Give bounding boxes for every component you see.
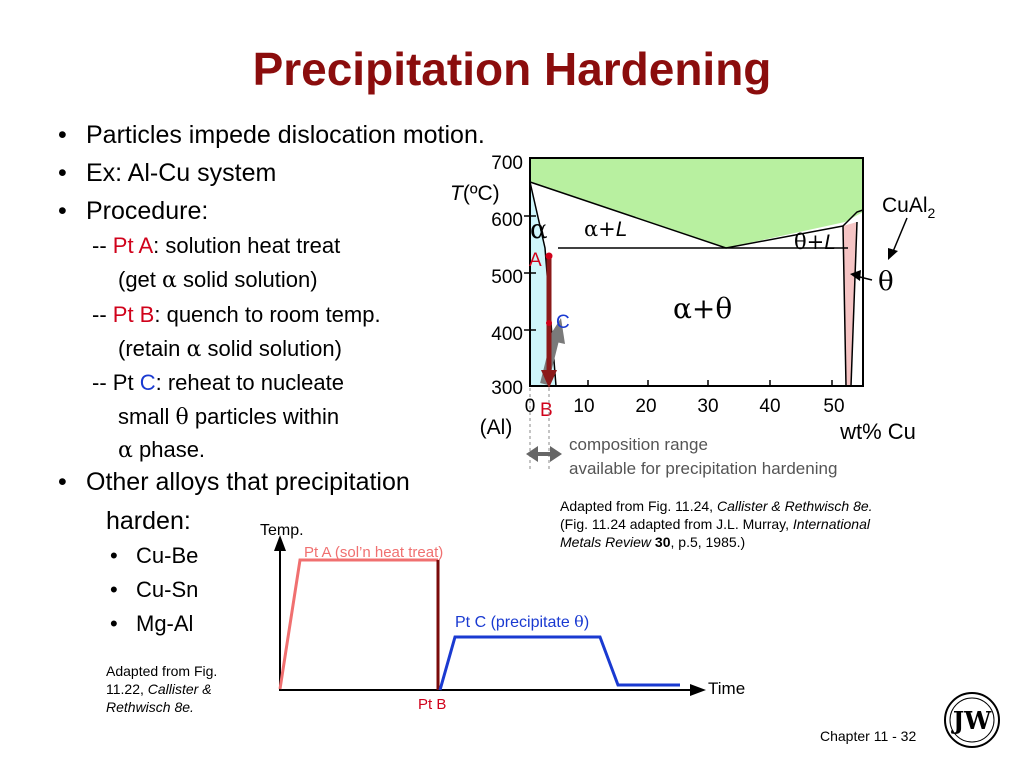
x-tick-label: 10	[573, 396, 595, 417]
pt-c-segment	[440, 637, 680, 690]
region-alpha: α	[530, 215, 548, 245]
point-c-label: C	[556, 312, 570, 333]
bullet-example: • Ex: Al-Cu system	[58, 159, 277, 187]
pt-c-label: Pt C (precipitate θ)	[455, 612, 590, 631]
point-a-label: A	[529, 250, 542, 271]
range-arrow-left-head	[526, 446, 538, 462]
figure-caption-left: Adapted from Fig. 11.22, Callister & Rethwisch 8e.	[106, 663, 218, 715]
compound-arrow-head	[888, 248, 898, 260]
bullet-other-alloys-cont: harden:	[106, 507, 191, 535]
figure-caption-right: Adapted from Fig. 11.24, Callister & Rethwisch 8e. (Fig. 11.24 adapted from J.L. Murray, International Metals Review 30, p.5, 1985.)	[560, 498, 873, 550]
x-tick-label: 0	[524, 396, 536, 417]
step-pt-b-detail: (retain α solid solution)	[118, 336, 342, 362]
y-tick-label: 700	[491, 153, 523, 174]
pt-a-segment	[280, 560, 438, 689]
x-tick-label: 40	[759, 396, 781, 417]
point-b-label: B	[540, 400, 553, 421]
slide-footer: Chapter 11 - 32	[820, 728, 917, 744]
step-pt-c: -- Pt C: reheat to nucleate	[92, 370, 344, 395]
slide-title: Precipitation Hardening	[252, 43, 772, 95]
x-tick-label: 20	[635, 396, 657, 417]
region-theta: θ	[878, 267, 894, 297]
compound-label: CuAl$_2$	[882, 194, 936, 221]
pt-b-label: Pt B	[418, 696, 447, 713]
temp-axis-label: Temp.	[260, 522, 304, 539]
step-pt-b: -- Pt B: quench to room temp.	[92, 302, 381, 327]
time-axis-head	[690, 684, 706, 696]
region-theta-liquid: θ+L	[794, 230, 836, 254]
y-axis-title: T(ºC)	[450, 182, 500, 205]
time-axis-label: Time	[708, 679, 746, 698]
bullet-particles: • Particles impede dislocation motion.	[58, 121, 485, 149]
phase-diagram	[420, 148, 980, 488]
y-tick-label: 500	[491, 267, 523, 288]
x-origin-note: (Al)	[479, 416, 513, 439]
publisher-logo	[942, 690, 1002, 750]
alloy-item: • Mg-Al	[110, 611, 194, 636]
point-c-marker	[546, 320, 552, 326]
x-axis-title: wt% Cu	[840, 419, 916, 444]
x-tick-label: 50	[823, 396, 845, 417]
y-tick-label: 400	[491, 324, 523, 345]
y-tick-label: 300	[491, 378, 523, 399]
range-note-2: available for precipitation hardening	[569, 459, 838, 478]
x-tick-label: 30	[697, 396, 719, 417]
step-pt-a-detail: (get α solid solution)	[118, 267, 318, 293]
step-pt-a: -- Pt A: solution heat treat	[92, 233, 341, 258]
range-arrow-right-head	[550, 446, 562, 462]
region-alpha-liquid: α+L	[584, 217, 628, 241]
point-a-marker	[546, 253, 553, 260]
region-alpha-theta: α+θ	[673, 292, 733, 325]
y-tick-label: 600	[491, 210, 523, 231]
bullet-procedure: • Procedure:	[58, 197, 209, 225]
heat-treatment-chart	[250, 515, 770, 715]
alloy-item: • Cu-Sn	[110, 577, 199, 602]
step-pt-c-detail-2: α phase.	[118, 437, 206, 463]
step-pt-c-detail-1: small θ particles within	[118, 404, 340, 430]
bullet-other-alloys: • Other alloys that precipitation	[58, 468, 410, 496]
range-note-1: composition range	[569, 435, 708, 454]
compound-arrow	[892, 218, 907, 254]
alloy-item: • Cu-Be	[110, 543, 199, 568]
logo-letters: JW	[952, 706, 992, 735]
pt-a-label: Pt A (sol’n heat treat)	[304, 544, 444, 561]
